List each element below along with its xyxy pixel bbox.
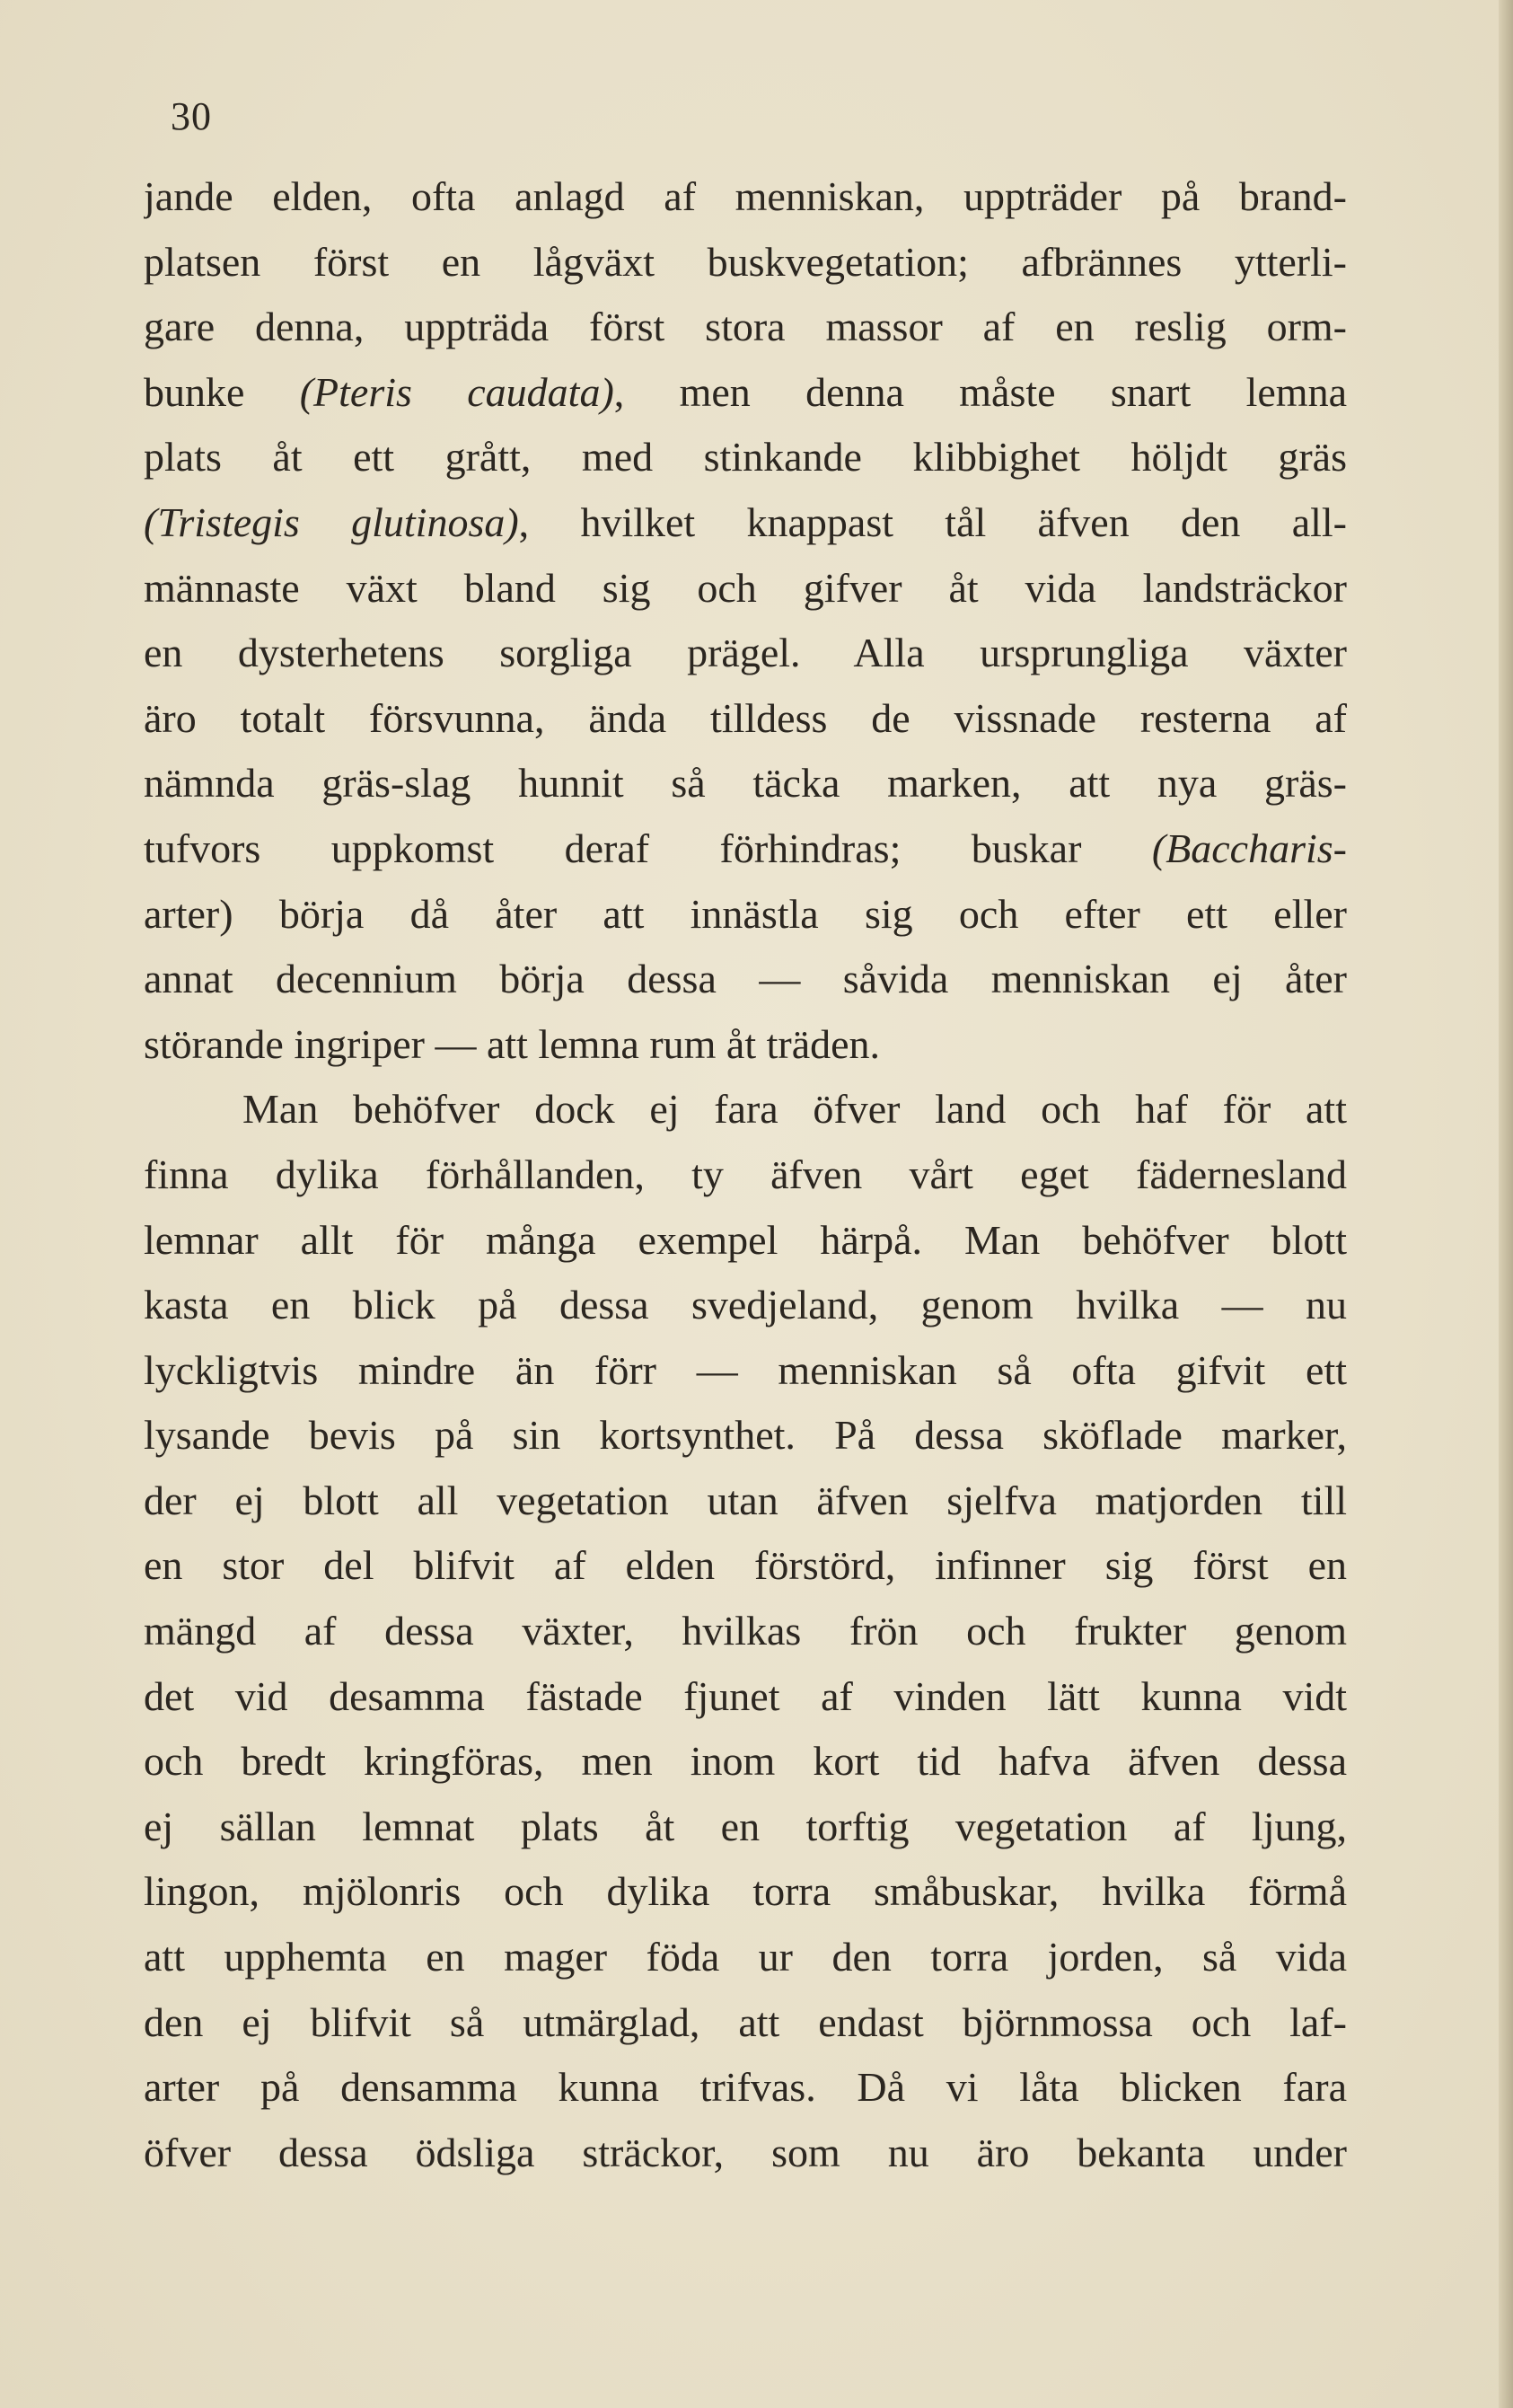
text-line: gare denna, uppträda först stora massor af en reslig orm- bbox=[144, 304, 1347, 350]
paragraph-start: Man behöfver dock ej fara öfver land och haf för att bbox=[242, 1086, 1347, 1133]
text-line: mängd af dessa växter, hvilkas frön och frukter genom bbox=[144, 1608, 1347, 1654]
text-line: lingon, mjölonris och dylika torra småbuskar, hvilka förmå bbox=[144, 1868, 1347, 1915]
text-line: arter) börja då åter att innästla sig och efter ett eller bbox=[144, 890, 1347, 937]
text-line: jande elden, ofta anlagd af menniskan, uppträder på brand- bbox=[144, 173, 1347, 219]
page-edge-shadow bbox=[1499, 0, 1513, 2408]
species-name: (Baccharis- bbox=[1151, 825, 1347, 871]
body-text bbox=[144, 164, 1347, 2185]
text-line: platsen först en lågväxt buskvegetation; afbrännes ytterli- bbox=[144, 238, 1347, 285]
text-line: tufvors uppkomst deraf förhindras; buskar (Baccharis- bbox=[144, 825, 1347, 871]
text-line: nämnda gräs-slag hunnit så täcka marken, att nya gräs- bbox=[144, 760, 1347, 807]
text-line: en stor del blifvit af elden förstörd, infinner sig först en bbox=[144, 1542, 1347, 1589]
species-name: (Pteris caudata) bbox=[299, 368, 614, 415]
text-line: (Tristegis glutinosa), hvilket knappast tål äfven den all- bbox=[144, 498, 1347, 545]
text-line: kasta en blick på dessa svedjeland, genom hvilka — nu bbox=[144, 1282, 1347, 1328]
text-line: der ej blott all vegetation utan äfven sjelfva matjorden till bbox=[144, 1477, 1347, 1523]
text-line: störande ingriper — att lemna rum åt träden. bbox=[144, 1020, 881, 1067]
species-name: (Tristegis glutinosa) bbox=[144, 498, 519, 545]
text-line: att upphemta en mager föda ur den torra jorden, så vida bbox=[144, 1934, 1347, 1980]
text-line: finna dylika förhållanden, ty äfven vårt eget fädernesland bbox=[144, 1151, 1347, 1197]
text-line: lysande bevis på sin kortsynthet. På dessa sköflade marker, bbox=[144, 1412, 1347, 1459]
text-line: äro totalt försvunna, ända tilldess de vissnade resterna af bbox=[144, 694, 1347, 741]
text-line: bunke (Pteris caudata), men denna måste snart lemna bbox=[144, 368, 1347, 415]
text-line: arter på densamma kunna trifvas. Då vi låta blicken fara bbox=[144, 2064, 1347, 2111]
text-line: den ej blifvit så utmärglad, att endast björnmossa och laf- bbox=[144, 1998, 1347, 2045]
text-line: en dysterhetens sorgliga prägel. Alla ursprungliga växter bbox=[144, 630, 1347, 676]
text-line: ej sällan lemnat plats åt en torftig vegetation af ljung, bbox=[144, 1803, 1347, 1849]
text-line: annat decennium börja dessa — såvida menniskan ej åter bbox=[144, 956, 1347, 1002]
text-line: plats åt ett grått, med stinkande klibbighet höljdt gräs bbox=[144, 434, 1347, 481]
text-line: öfver dessa ödsliga sträckor, som nu äro bekanta under bbox=[144, 2129, 1347, 2175]
text-line: männaste växt bland sig och gifver åt vida landsträckor bbox=[144, 564, 1347, 611]
text-line: lemnar allt för många exempel härpå. Man behöfver blott bbox=[144, 1216, 1347, 1263]
text-line: lyckligtvis mindre än förr — menniskan så ofta gifvit ett bbox=[144, 1346, 1347, 1393]
text-line: och bredt kringföras, men inom kort tid hafva äfven dessa bbox=[144, 1738, 1347, 1785]
page-number: 30 bbox=[171, 94, 212, 138]
text-line: det vid desamma fästade fjunet af vinden lätt kunna vidt bbox=[144, 1672, 1347, 1719]
